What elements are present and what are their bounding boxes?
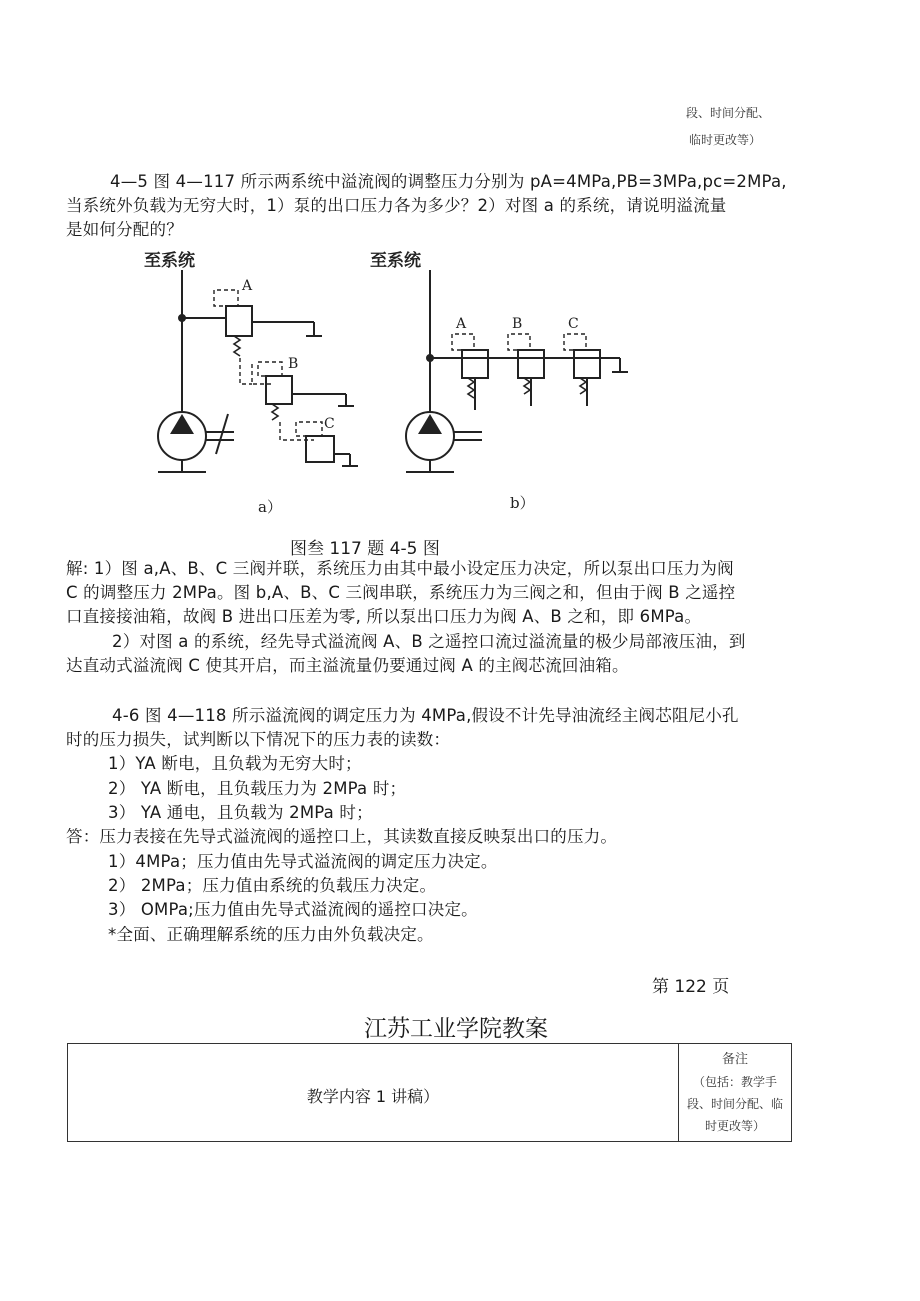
a45-line2: C 的调整压力 2MPa。图 b,A、B、C 三阀串联，系统压力为三阀之和，但由于阀 B 之遥控	[66, 583, 736, 602]
school-title: 江苏工业学院教案	[364, 1016, 548, 1042]
q46-line2: 时的压力损失，试判断以下情况下的压力表的读数：	[66, 730, 451, 749]
valve-c-label-b: C	[568, 316, 579, 332]
pump-b-icon	[418, 414, 442, 434]
subfigure-b-label: b）	[510, 494, 535, 512]
label-system-b: 至系统	[370, 251, 421, 271]
hydraulic-circuit-figure	[144, 240, 670, 525]
remarks-line3: 时更改等）	[704, 1118, 765, 1133]
teaching-content-label: 教学内容 1 讲稿）	[306, 1087, 440, 1106]
page-number: 第 122 页	[652, 977, 730, 997]
remarks-line2: 段、时间分配、临	[686, 1096, 783, 1111]
subfigure-a-label: a）	[258, 498, 282, 516]
teaching-content-cell	[68, 1044, 679, 1142]
a46-note: *全面、正确理解系统的压力由外负载决定。	[108, 925, 434, 944]
a46-item2: 2） 2MPa；压力值由系统的负载压力决定。	[108, 876, 437, 895]
lesson-plan-table	[67, 1043, 792, 1142]
q46-item2: 2） YA 断电，且负载压力为 2MPa 时；	[108, 779, 407, 798]
margin-note-line2: 临时更改等）	[689, 133, 762, 147]
a45-line5: 达直动式溢流阀 C 使其开启，而主溢流量仍要通过阀 A 的主阀芯流回油箱。	[66, 656, 629, 675]
a46-intro: 答：压力表接在先导式溢流阀的遥控口上，其读数直接反映泵出口的压力。	[66, 827, 618, 846]
q46-line1: 4-6 图 4—118 所示溢流阀的调定压力为 4MPa,假设不计先导油流经主阀芯阻尼小孔	[112, 706, 739, 725]
a45-line1: 解: 1）图 a,A、B、C 三阀并联，系统压力由其中最小设定压力决定，所以泵出口压力为阀	[66, 559, 734, 578]
q45-line1: 4—5 图 4—117 所示两系统中溢流阀的调整压力分别为 pA=4MPa,PB=3MPa,pc=2MPa,	[110, 172, 787, 191]
a45-line3: 口直接接油箱，故阀 B 进出口压差为零, 所以泵出口压力为阀 A、B 之和，即 6MPa。	[66, 607, 702, 626]
valve-b-label: B	[288, 356, 299, 372]
valve-b-label-b: B	[512, 316, 523, 332]
q46-item1: 1）YA 断电，且负载为无穷大时；	[108, 754, 362, 773]
q45-line3: 是如何分配的？	[66, 220, 183, 239]
q45-line2: 当系统外负载为无穷大时，1）泵的出口压力各为多少？2）对图 a 的系统，请说明溢流量	[66, 196, 727, 215]
remarks-header: 备注	[721, 1051, 748, 1067]
figure-caption: 图叁 117 题 4-5 图	[290, 539, 440, 559]
remarks-line1: （包括：教学手	[692, 1074, 777, 1089]
a45-line4: 2）对图 a 的系统，经先导式溢流阀 A、B 之遥控口流过溢流量的极少局部液压油，到	[112, 632, 746, 651]
valve-a-label: A	[242, 278, 253, 294]
remarks-cell	[679, 1044, 792, 1142]
valve-c-label: C	[324, 416, 335, 432]
valve-a-label-b: A	[456, 316, 467, 332]
a46-item3: 3） OMPa;压力值由先导式溢流阀的遥控口决定。	[108, 900, 478, 919]
a46-item1: 1）4MPa；压力值由先导式溢流阀的调定压力决定。	[108, 852, 498, 871]
margin-note-line1: 段、时间分配、	[686, 106, 771, 120]
q46-item3: 3） YA 通电，且负载为 2MPa 时；	[108, 803, 373, 822]
pump-a-icon	[170, 414, 194, 434]
label-system-a: 至系统	[144, 251, 195, 271]
